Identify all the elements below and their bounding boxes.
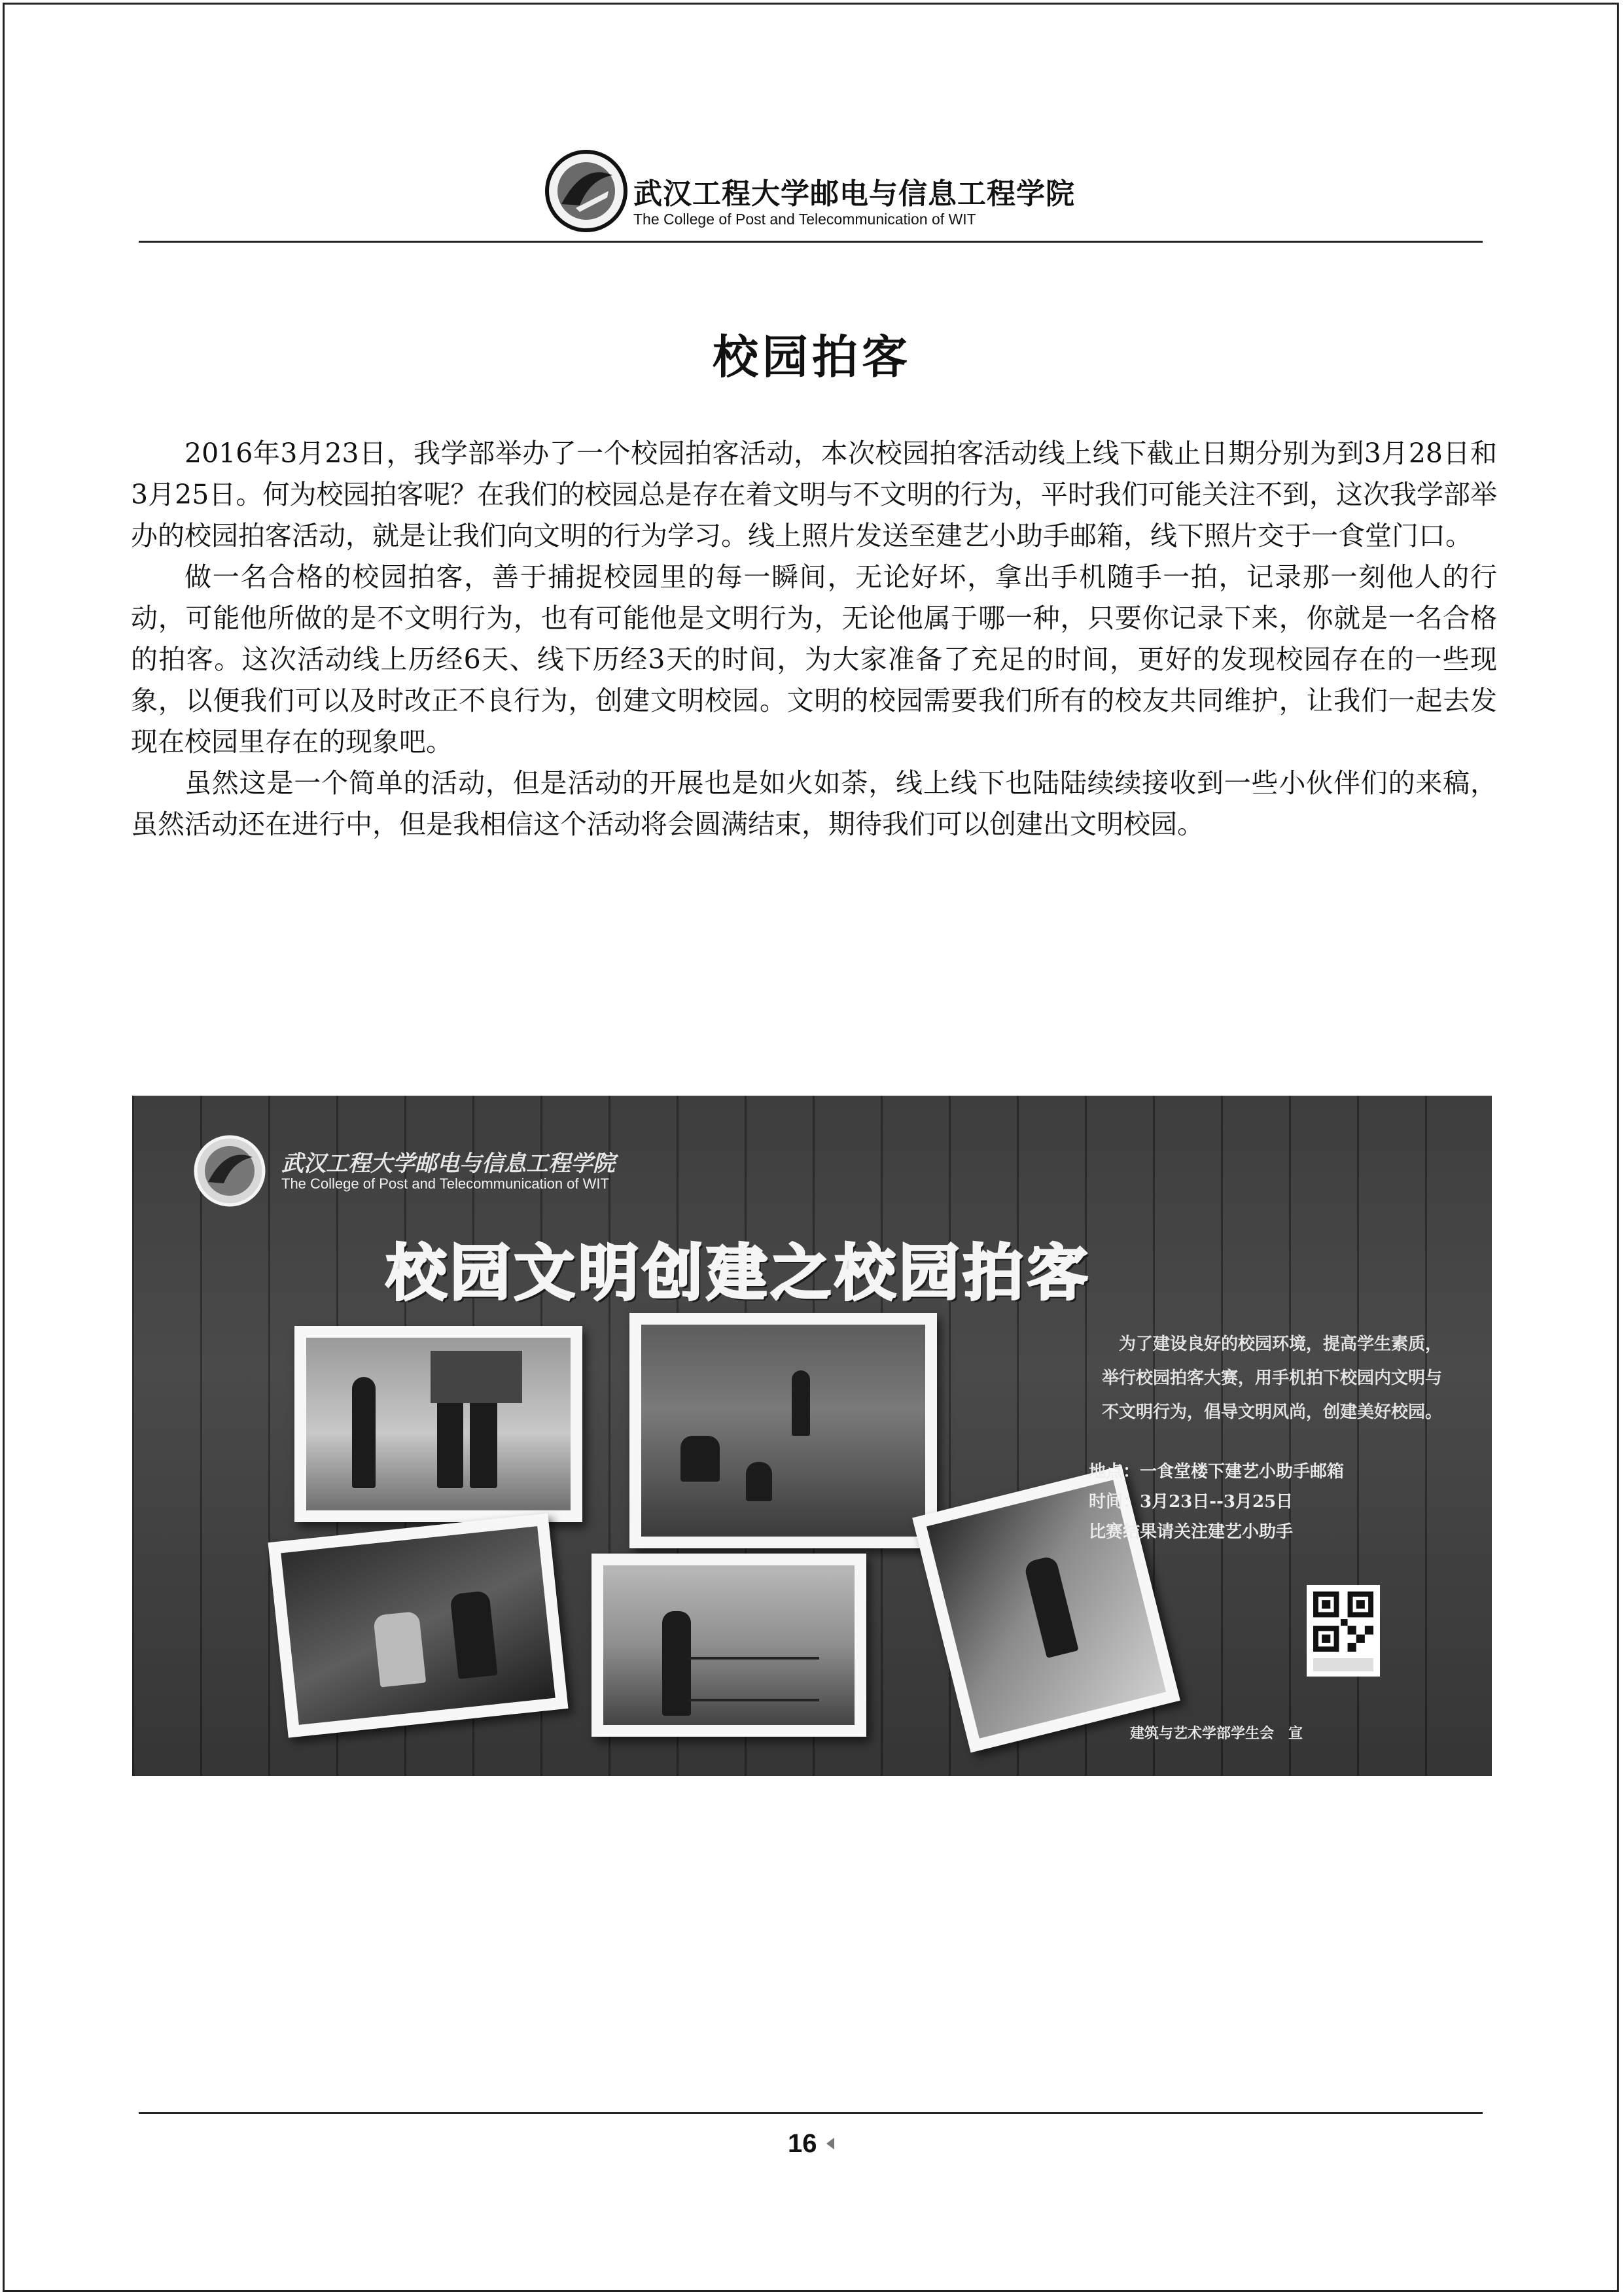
- page-header: [0, 143, 1624, 241]
- poster-description-line: 为了建设良好的校园环境，提高学生素质，: [1118, 1334, 1442, 1354]
- header-school-name-cn: 武汉工程大学邮电与信息工程学院: [633, 177, 1075, 211]
- page-arrow-icon: [826, 2138, 834, 2149]
- poster-school-name-en: The College of Post and Telecommunication of WIT: [281, 1175, 609, 1192]
- poster-photo: [294, 1326, 582, 1522]
- poster-photo: [268, 1513, 568, 1737]
- poster-description-line: 举行校园拍客大赛，用手机拍下校园内文明与: [1101, 1368, 1442, 1388]
- poster-photo: [591, 1554, 866, 1737]
- school-logo: [544, 149, 628, 233]
- article-paragraph: 虽然这是一个简单的活动，但是活动的开展也是如火如荼，线上线下也陆陆续续接收到一些小伙伴们的来稿，虽然活动还在进行中，但是我相信这个活动将会圆满结束，期待我们可以创建出文明校园。: [131, 767, 1497, 840]
- poster-info-results: 比赛结果请关注建艺小助手: [1089, 1522, 1294, 1542]
- page-number: 16: [788, 2129, 817, 2158]
- article-body: [131, 433, 1497, 845]
- header-divider: [139, 241, 1483, 243]
- poster-description: [997, 1327, 1442, 1429]
- poster-title: 校园文明创建之校园拍客: [386, 1238, 1092, 1308]
- poster-photo: [629, 1313, 937, 1548]
- header-school-name-en: The College of Post and Telecommunication of WIT: [633, 211, 976, 228]
- footer-divider: [139, 2112, 1483, 2114]
- poster-description-line: 不文明行为，倡导文明风尚，创建美好校园。: [1101, 1402, 1442, 1422]
- poster-info-location: 地点：一食堂楼下建艺小助手邮箱: [1089, 1462, 1345, 1482]
- poster-credit: 建筑与艺术学部学生会 宣: [1130, 1725, 1303, 1742]
- poster-school-logo: [194, 1135, 266, 1207]
- article-title: 校园拍客: [713, 330, 911, 384]
- poster-school-name-cn: 武汉工程大学邮电与信息工程学院: [281, 1151, 615, 1177]
- article-paragraph: 2016年3月23日，我学部举办了一个校园拍客活动，本次校园拍客活动线上线下截止日期分别为到3月28日和3月25日。何为校园拍客呢？在我们的校园总是存在着文明与不文明的行为，平时我们可能关注不到，这次我学部举办的校园拍客活动，就是让我们向文明的行为学习。线上照片发送至建艺小助手邮箱，线下照片交于一食堂门口。: [131, 438, 1497, 551]
- poster-event-info: [1089, 1457, 1455, 1547]
- poster-info-time: 时间：3月23日--3月25日: [1089, 1492, 1294, 1512]
- qr-code-icon: [1307, 1585, 1380, 1677]
- article-paragraph: 做一名合格的校园拍客，善于捕捉校园里的每一瞬间，无论好坏，拿出手机随手一拍，记录那一刻他人的行动，可能他所做的是不文明行为，也有可能他是文明行为，无论他属于哪一种，只要你记录下来，你就是一名合格的拍客。这次活动线上历经6天、线下历经3天的时间，为大家准备了充足的时间，更好的发现校园存在的一些现象，以便我们可以及时改正不良行为，创建文明校园。文明的校园需要我们所有的校友共同维护，让我们一起去发现在校园里存在的现象吧。: [131, 561, 1497, 757]
- event-poster: [132, 1096, 1492, 1776]
